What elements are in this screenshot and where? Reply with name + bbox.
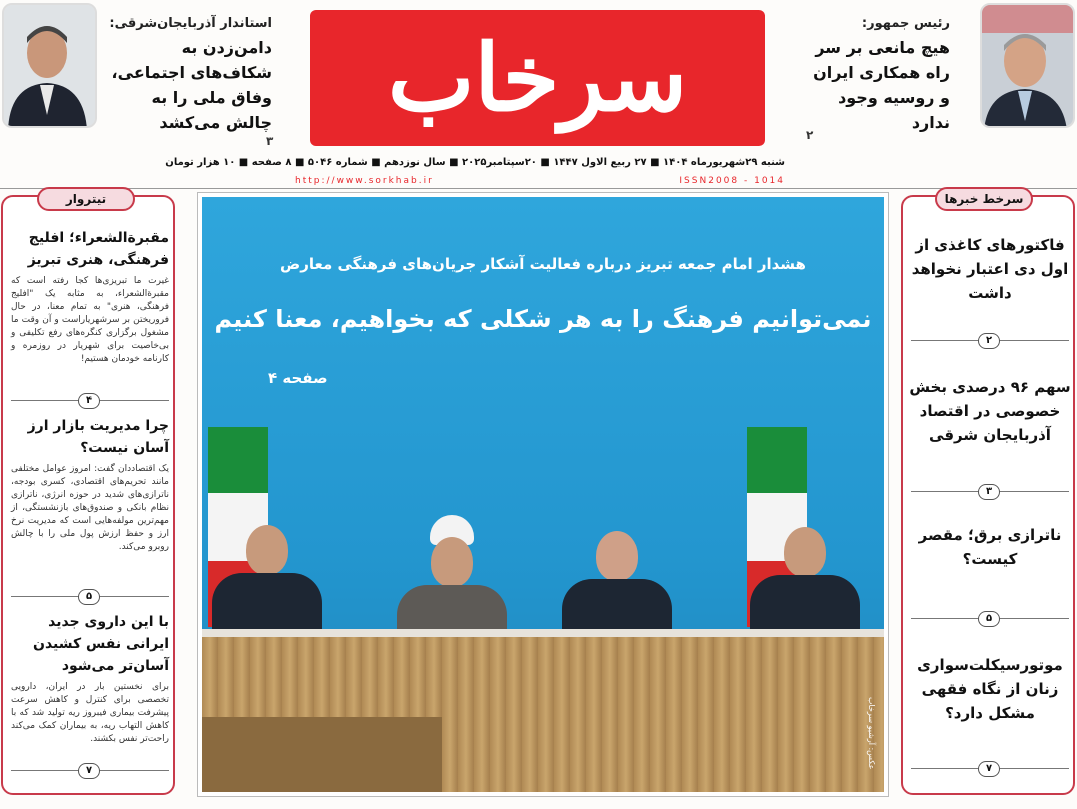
page-number: ۴ bbox=[78, 393, 100, 409]
teaser-headline: دامن‌زدن به شکاف‌های اجتماعی، وفاق ملی را به چالش می‌کشد bbox=[111, 38, 272, 132]
page-marker bbox=[911, 333, 1069, 349]
right-item[interactable]: فاکتورهای کاغذی از اول دی اعتبار نخواهد داشت bbox=[911, 236, 1069, 302]
item-title: با این داروی جدید ایرانی نفس کشیدن آسان‌تر می‌شود bbox=[33, 614, 169, 674]
official-person bbox=[750, 527, 860, 645]
page-marker bbox=[911, 761, 1069, 777]
item-body: برای نخستین بار در ایران، دارویی تخصصی برای کنترل و کاهش سرعت پیشرفت بیماری فیبروز ریه تولید شد که با کاهش التهاب ریه، به بیماران کمک می‌کند راحت‌تر نفس بکشند. bbox=[11, 682, 169, 744]
left-item[interactable] bbox=[11, 415, 169, 554]
official-person bbox=[212, 525, 322, 643]
governor-portrait bbox=[2, 3, 97, 128]
main-story[interactable] bbox=[198, 193, 888, 796]
teaser-headline: هیچ مانعی بر سر راه همکاری ایران و روسیه وجود ندارد bbox=[813, 38, 950, 132]
item-title: مقبرةالشعراء؛ افلیج فرهنگی، هنری تبریز bbox=[27, 230, 169, 268]
page-marker bbox=[911, 484, 1069, 500]
teaser-kicker: استاندار آذربایجان‌شرقی: bbox=[109, 16, 272, 31]
masthead-logo bbox=[310, 10, 765, 146]
left-item[interactable] bbox=[11, 227, 169, 366]
right-item[interactable]: موتورسیکلت‌سواری زنان از نگاه فقهی مشکل دارد؟ bbox=[917, 656, 1063, 722]
story-subheadline: هشدار امام جمعه تبریز درباره فعالیت آشکار جریان‌های فرهنگی معارض bbox=[280, 255, 806, 273]
right-item[interactable]: ناترازی برق؛ مقصر کیست؟ bbox=[918, 526, 1062, 568]
teaser-kicker: رئیس جمهور: bbox=[861, 16, 950, 31]
page-number: ۷ bbox=[978, 761, 1000, 777]
column-label: تیتروار bbox=[37, 187, 135, 211]
page-marker bbox=[11, 763, 169, 779]
teaser-page-number: ۳ bbox=[266, 134, 274, 148]
column-label: سرخط خبرها bbox=[935, 187, 1033, 211]
page-number: ۷ bbox=[78, 763, 100, 779]
page-number: ۵ bbox=[978, 611, 1000, 627]
headlines-column-right bbox=[901, 192, 1075, 795]
governor-teaser[interactable] bbox=[102, 16, 272, 135]
teaser-page-number: ۲ bbox=[806, 128, 814, 142]
table-front bbox=[202, 717, 442, 796]
issn-number: ISSN2008 - 1014 bbox=[679, 176, 785, 186]
page-number: ۳ bbox=[978, 484, 1000, 500]
president-teaser[interactable] bbox=[800, 16, 950, 135]
item-body: غیرت ما تبریزی‌ها کجا رفته است که مقبرةالشعراء، به مثابه یک "افلیج فرهنگی، هنری" به تمام معنا، در حال فروریختن بر سرشهریاراست و آن وقت ما مشغول برگزاری کنگره‌های رفع تکلیفی و بی‌خاصیت برای شهریار در روزمره و کارنامه خودمان هستیم! bbox=[11, 276, 169, 364]
right-item[interactable]: سهم ۹۶ درصدی بخش خصوصی در اقتصاد آذربایجان شرقی bbox=[909, 378, 1071, 444]
page-marker bbox=[11, 393, 169, 409]
page-marker bbox=[11, 589, 169, 605]
president-portrait bbox=[980, 3, 1075, 128]
page-number: ۲ bbox=[978, 333, 1000, 349]
item-title: چرا مدیریت بازار ارز آسان نیست؟ bbox=[27, 418, 169, 456]
story-page-ref: صفحه ۴ bbox=[268, 369, 328, 387]
story-headline: نمی‌توانیم فرهنگ را به هر شکلی که بخواهیم، معنا کنیم bbox=[214, 305, 872, 333]
item-body: یک اقتصاددان گفت: امروز عوامل مختلفی مانند تحریم‌های اقتصادی، کسری بودجه، ناترازی‌های شدید در حوزه انرژی، ناترازی نظام بانکی و صندوق‌های بازنشستگی، از مهم‌ترین مولفه‌هایی است که مدیریت نرخ ارز و حفظ ارزش پول ملی را با چالش روبرو می‌کند. bbox=[11, 464, 169, 552]
page-marker bbox=[911, 611, 1069, 627]
website-url[interactable]: http://www.sorkhab.ir bbox=[295, 176, 434, 186]
left-item[interactable] bbox=[11, 611, 169, 746]
dateline: شنبه ۲۹شهریورماه ۱۴۰۴ ■ ۲۷ ربیع الاول ۱۴۴۷ ■ ۲۰سپتامبر۲۰۲۵ ■ سال نوزدهم ■ شماره ۵۰۴۶ ■ ۸ صفحه ■ ۱۰ هزار تومان bbox=[165, 157, 785, 168]
page-number: ۵ bbox=[78, 589, 100, 605]
header-divider bbox=[0, 188, 1077, 189]
headlines-column-left bbox=[1, 192, 175, 795]
brand-name: سرخاب bbox=[387, 24, 688, 132]
web-line bbox=[295, 176, 785, 186]
photo-credit: عکس: آرشیو سرخاب bbox=[867, 697, 876, 770]
